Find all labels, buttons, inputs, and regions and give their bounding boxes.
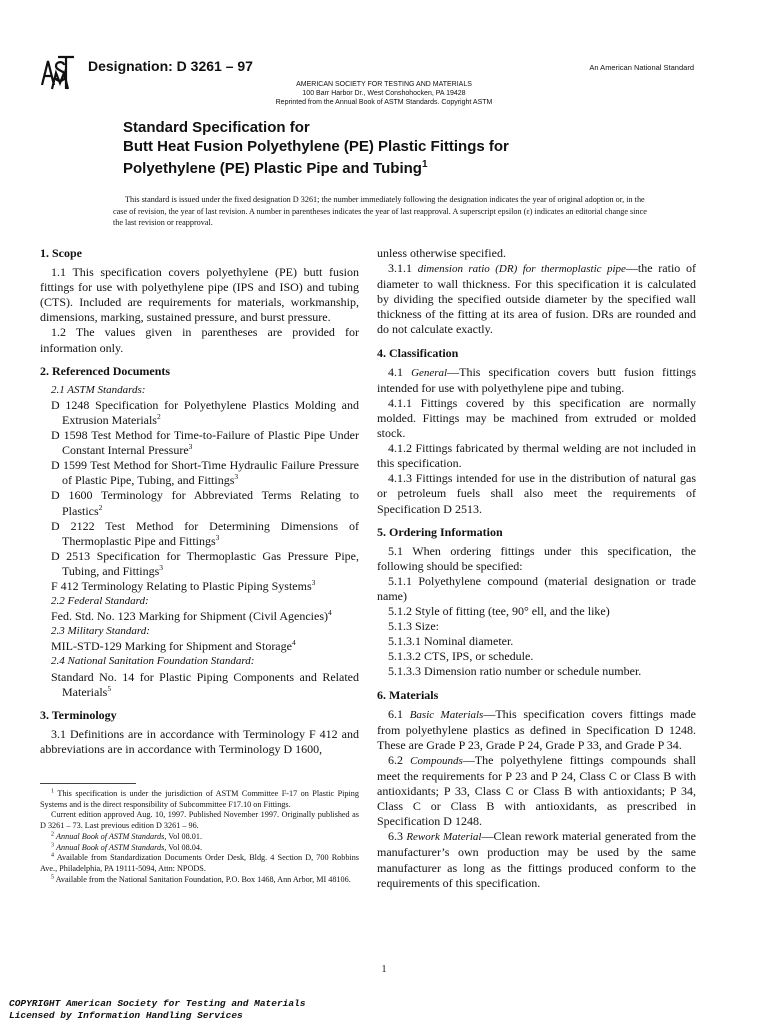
footnote-ref: 1 <box>421 159 428 170</box>
subheading: 2.2 Federal Standard: <box>51 595 149 608</box>
left-column <box>40 246 359 757</box>
paragraph: 5.1.1 Polyethylene compound (material designation or trade name) <box>377 573 696 603</box>
footnote: $^3$ Annual Book of ASTM Standards, Vol 08.04. <box>51 841 202 852</box>
section-heading-referenced-documents: 2. Referenced Documents <box>40 363 171 378</box>
paragraph: 4.1.3 Fittings intended for use in the distribution of natural gas or petroleum fuels shall also meet the requirements of Specification D 2513. <box>377 471 696 516</box>
copyright-line: COPYRIGHT American Society for Testing and Materials <box>9 998 306 1009</box>
footnote: Current edition approved Aug. 10, 1997. Published November 1997. Originally published as D 3261 – 73. Last previous edition D 3261 – 96. <box>40 810 359 831</box>
paragraph: 5.1.3.1 Nominal diameter. <box>388 634 514 649</box>
reference-item: D 2122 Test Method for Determining Dimensions of Thermoplastic Pipe and Fittings$^3$ <box>51 518 359 548</box>
reference-item: D 1248 Specification for Polyethylene Plastics Molding and Extrusion Materials$^2$ <box>51 397 359 427</box>
footnote: $^2$ Annual Book of ASTM Standards, Vol 08.01. <box>51 831 202 841</box>
paragraph: 4.1.1 Fittings covered by this specification are normally molded. Fittings may be machined from extruded or molded stock. <box>377 395 696 441</box>
paragraph-continuation: unless otherwise specified. <box>377 246 506 260</box>
footnotes <box>40 789 359 885</box>
reference-item: D 2513 Specification for Thermoplastic Gas Pressure Pipe, Tubing, and Fittings$^3$ <box>51 548 359 578</box>
paragraph: 5.1.3.3 Dimension ratio number or schedule number. <box>388 664 642 679</box>
section-heading-terminology: 3. Terminology <box>40 707 117 722</box>
reference-item: D 1600 Terminology for Abbreviated Terms Relating to Plastics$^2$ <box>51 488 359 518</box>
title-line-3: Polyethylene (PE) Plastic Pipe and Tubing$^1$ <box>123 159 428 177</box>
standard-notice: This standard is issued under the fixed designation D 3261; the number immediately following the designation indicates the year of original adoption or, in the case of revision, the year of last revision. A number in parentheses indicates the year of last reapproval. A superscript epsilon (ε) indicates an editorial change since the last revision or reapproval. <box>113 195 647 227</box>
paragraph: 6.3 Rework Material—Clean rework material generated from the manufacturer’s own production may be used by the same manufacturer as long as the fittings produced conform to the requirements of this specification. <box>377 829 697 890</box>
paragraph: 5.1 When ordering fittings under this specification, the following should be specified: <box>377 543 696 573</box>
copyright-notice <box>9 998 305 1022</box>
subheading: 2.3 Military Standard: <box>51 625 150 638</box>
reprint-notice: Reprinted from the Annual Book of ASTM Standards. Copyright ASTM <box>275 99 493 106</box>
footnote: $^1$ This specification is under the jurisdiction of ASTM Committee F-17 on Plastic Piping Systems and is the direct responsibility of Subcommittee F17.10 on Fittings. <box>40 788 359 809</box>
page-number: 1 <box>381 964 387 975</box>
reference-item: D 1599 Test Method for Short-Time Hydraulic Failure Pressure of Plastic Pipe, Tubing, and Fittings$^3$ <box>51 458 359 488</box>
reference-item: F 412 Terminology Relating to Plastic Piping Systems$^3$ <box>51 577 316 593</box>
reference-item: Fed. Std. No. 123 Marking for Shipment (Civil Agencies)$^4$ <box>51 608 332 624</box>
paragraph: 5.1.3 Size: <box>388 619 439 634</box>
paragraph: 1.2 The values given in parentheses are provided for information only. <box>40 325 359 355</box>
paragraph: 3.1.1 dimension ratio (DR) for thermoplastic pipe—the ratio of diameter to wall thickness. For this specification it is calculated by dividing the specified outside diameter by the specified wall thickness of the fitting at its area of fusion. DRs are rounded and do not calculate exactly. <box>377 261 696 337</box>
reference-item: D 1598 Test Method for Time-to-Failure of Plastic Pipe Under Constant Internal Pressure$^3$ <box>51 428 359 458</box>
paragraph: 5.1.2 Style of fitting (tee, 90° ell, and the like) <box>388 604 610 619</box>
section-heading-materials: 6. Materials <box>377 687 439 702</box>
right-column <box>377 246 696 891</box>
designation: Designation: D 3261 – 97 <box>88 58 253 74</box>
section-heading-classification: 4. Classification <box>377 345 459 360</box>
society-name: AMERICAN SOCIETY FOR TESTING AND MATERIALS <box>296 81 472 88</box>
paragraph: 6.2 Compounds—The polyethylene fittings compounds shall meet the requirements for P 23 and P 24, Class C or Class B with antioxidants; P 33, Class C or Class B with antioxidants; P 34, Class C or Class B with antioxidants, as prescribed in Specification D 1248. <box>377 752 697 829</box>
society-address: 100 Barr Harbor Dr., West Conshohocken, PA 19428 <box>302 90 466 97</box>
section-heading-ordering-information: 5. Ordering Information <box>377 524 503 539</box>
reference-item: Standard No. 14 for Plastic Piping Components and Related Materials$^5$ <box>51 669 359 699</box>
paragraph: 1.1 This specification covers polyethylene (PE) butt fusion fittings for use with polyethylene pipe (IPS and ISO) and tubing (CTS). Included are requirements for materials, workmanship, dimensions, marking, sustained pressure, and burst pressure. <box>40 265 359 325</box>
subheading: 2.1 ASTM Standards: <box>51 383 146 396</box>
footnote-divider <box>40 783 136 784</box>
paragraph: 6.1 Basic Materials—This specification covers fittings made from polyethylene plastics as defined in Specification D 1248. These are Grade P 23, Grade P 24, Grade P 33, and Grade P 34. <box>377 706 697 752</box>
paragraph: 3.1 Definitions are in accordance with Terminology F 412 and abbreviations are in accordance with Terminology D 1600, <box>40 726 359 756</box>
title-line-1: Standard Specification for <box>123 119 310 136</box>
section-heading-scope: 1. Scope <box>40 246 82 260</box>
title-line-2: Butt Heat Fusion Polyethylene (PE) Plastic Fittings for <box>123 137 509 155</box>
license-line: Licensed by Information Handling Services <box>9 1010 243 1021</box>
footnote: $^4$ Available from Standardization Documents Order Desk, Bldg. 4 Section D, 700 Robbins Ave., Philadelphia, PA 19111-5094, Attn: NPODS. <box>40 852 359 873</box>
subheading: 2.4 National Sanitation Foundation Standard: <box>51 655 255 668</box>
reference-item: MIL-STD-129 Marking for Shipment and Storage$^4$ <box>51 638 296 654</box>
paragraph: 4.1.2 Fittings fabricated by thermal welding are not included in this specification. <box>377 441 696 471</box>
paragraph: 5.1.3.2 CTS, IPS, or schedule. <box>388 649 534 664</box>
document-title <box>123 119 683 179</box>
national-standard-label: An American National Standard <box>589 63 694 72</box>
footnote: $^5$ Available from the National Sanitation Foundation, P.O. Box 1468, Ann Arbor, MI 48106. <box>51 873 351 884</box>
paragraph: 4.1 General—This specification covers butt fusion fittings intended for use with polyethylene pipe and tubing. <box>377 364 696 395</box>
